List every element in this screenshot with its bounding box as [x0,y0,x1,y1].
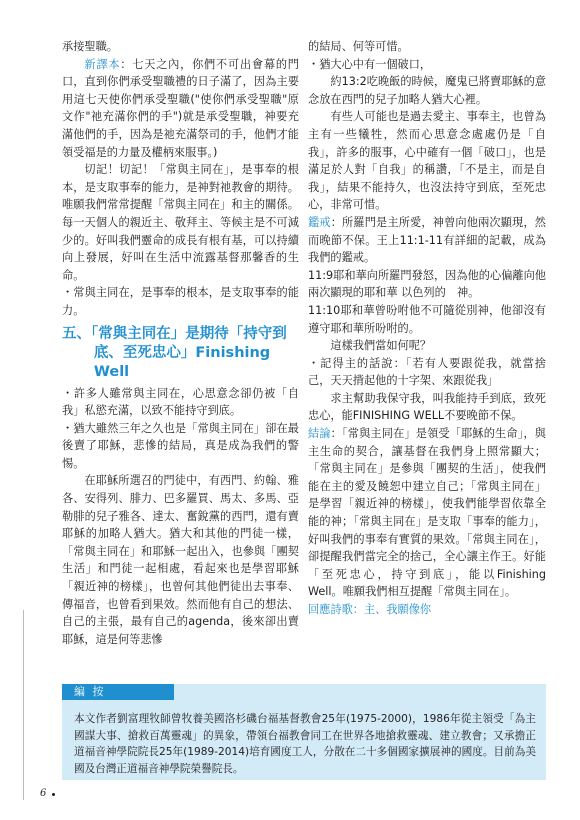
bullet-paragraph: ・猶大雖然三年之久也是「常與主同在」卻在最後賣了耶穌，悲慘的結局，真是成為我們的警惕。 [62,421,299,470]
section-heading [62,325,299,382]
section-heading-line2: 底、至死忠心」Finishing Well [93,344,271,380]
paragraph: 的結局、何等可惜。 [308,40,409,53]
scripture-quote: 11:10耶和華曾吩咐他不可隨從別神，他卻沒有遵守耶和華所吩咐的。 [308,303,546,335]
label-new-translation: 新譯本 [84,57,121,71]
paragraph-text: ：「常與主同在」是領受「耶穌的生命」，與主生命的契合，讓基督在我們身上照常顯大；「常與主同在」是參與「團契的生活」，使我們能在主的愛及饒恕中建立自己；「常與主同在」是學習「親近神的榜樣」，使我們能學習依靠全能的神；「常與主同在」是支取「事奉的能力」，好叫我們的事奉有實質的果效。「常與主同在」，卻提醒我們當完全的捨己，全心讓主作王。好能「至死忠心，持守到底」，能以Finishing Well。唯願我們相互提醒「常與主同在」。 [308,427,546,599]
right-column [308,38,546,619]
paragraph-new-translation [62,56,299,162]
bullet-paragraph: ・許多人雖常與主同在，心思意念卻仍被「自我」私慾充滿，以致不能持守到底。 [62,386,299,418]
response-hymn: 回應詩歌：主、我願像你 [308,603,432,616]
editor-note-heading: 編 按 [62,684,174,700]
paragraph: 在耶穌所選召的門徒中，有西門、約翰、雅各、安得列、腓力、巴多羅買、馬太、多馬、亞勒腓的兒子雅各、達太、奮銳黨的西門，還有賣耶穌的加略人猶大。猶大和其他的門徒一樣，「常與主同在」和耶穌一起出入，也參與「團契生活」和門徒一起相處，看起來也是學習耶穌「親近神的榜樣」，也曾何其他們徒出去事奉、傳福音，也曾看到果效。然而他有自己的想法、自己的主張，最有自己的agenda，後來卻出賣耶穌，這是何等悲慘 [62,474,299,646]
section-heading-line1: 五、「常與主同在」是期待「持守到 [62,325,287,342]
paragraph: 切記！切記！「常與主同在」，是事奉的根本，是支取事奉的能力，是神對祂教會的期待。唯願我們常常提醒「常與主同在」和主的關係。每一天個人的親近主、敬拜主、等候主是不可減少的。好叫我們靈命的成長有根有基，可以持續向上發展，好叫在生活中流露基督那馨香的生命。 [62,163,299,282]
bullet-paragraph: ・常與主同在，是事奉的根本，是支取事奉的能力。 [62,286,299,317]
left-column [62,38,299,648]
label-conclusion: 結論 [308,427,331,441]
label-warning: 鑑戒 [308,215,331,229]
paragraph-conclusion [308,425,546,601]
paragraph: 有些人可能也是過去愛主、事奉主，也曾為主有一些犧牲，然而心思意念處處仍是「自我」，許多的服事，心中確有一個「破口」，也是滿足於人對「自我」的稱讚，「不是主，而是自我」，結果不能持久，也沒法持守到底，至死忠心，非常可惜。 [308,110,546,212]
footer-dot [52,793,55,796]
margin-rule [23,610,24,800]
paragraph: 求主幫助我保守我，叫我能持手到底，致死忠心，能FINISHING WELL不要晚節不保。 [308,391,546,423]
editor-note-box [62,684,546,780]
bullet-paragraph: ・記得主的話說：「若有人要跟從我，就當捨己，天天揹起他的十字架、來跟從我」 [308,356,546,388]
editor-note-text: 本文作者劉富理牧師曾牧養美國洛杉磯台福基督教會25年(1975-2000)，1986年從主領受「為主國謀大事、搶救百萬靈魂」的異象，帶領台福教會同工在世界各地搶救靈魂、建立教會；又承擔正道福音神學院院長25年(1989-2014)培育國度工人，分散在二十多個國家擴展神的國度。目前為美國及台灣正道福音神學院榮譽院長。 [74,713,536,775]
paragraph: 承接聖職。 [62,40,118,53]
scripture-quote: 11:9耶和華向所羅門發怒，因為他的心偏離向他兩次顯現的耶和華 以色列的 神。 [308,268,546,300]
scripture-quote: 約13:2吃晚飯的時候，魔鬼已將賣耶穌的意念放在西門的兒子加略人猶大心裡。 [308,75,546,106]
paragraph: 這樣我們當如何呢？ [330,339,432,353]
paragraph-warning [308,214,546,267]
paragraph-text: ：所羅門是主所愛，神曾向他兩次顯現，然而晚節不保。王上11:1-11有詳細的記載，成為我們的鑑戒。 [308,215,546,265]
bullet-paragraph: ・猶大心中有一個破口， [308,57,432,71]
page-number: 6 [40,788,47,799]
paragraph-text: ：七天之內，你們不可出會幕的門口，直到你們承受聖職禮的日子滿了，因為主要用這七天使你們承受聖職("使你們承受聖職"原文作"祂充滿你們的手")就是承受聖職，神要充滿他們的手，因為是祂充滿祭司的手，他們才能領受福是的力量及權柄來服事。) [62,57,299,159]
